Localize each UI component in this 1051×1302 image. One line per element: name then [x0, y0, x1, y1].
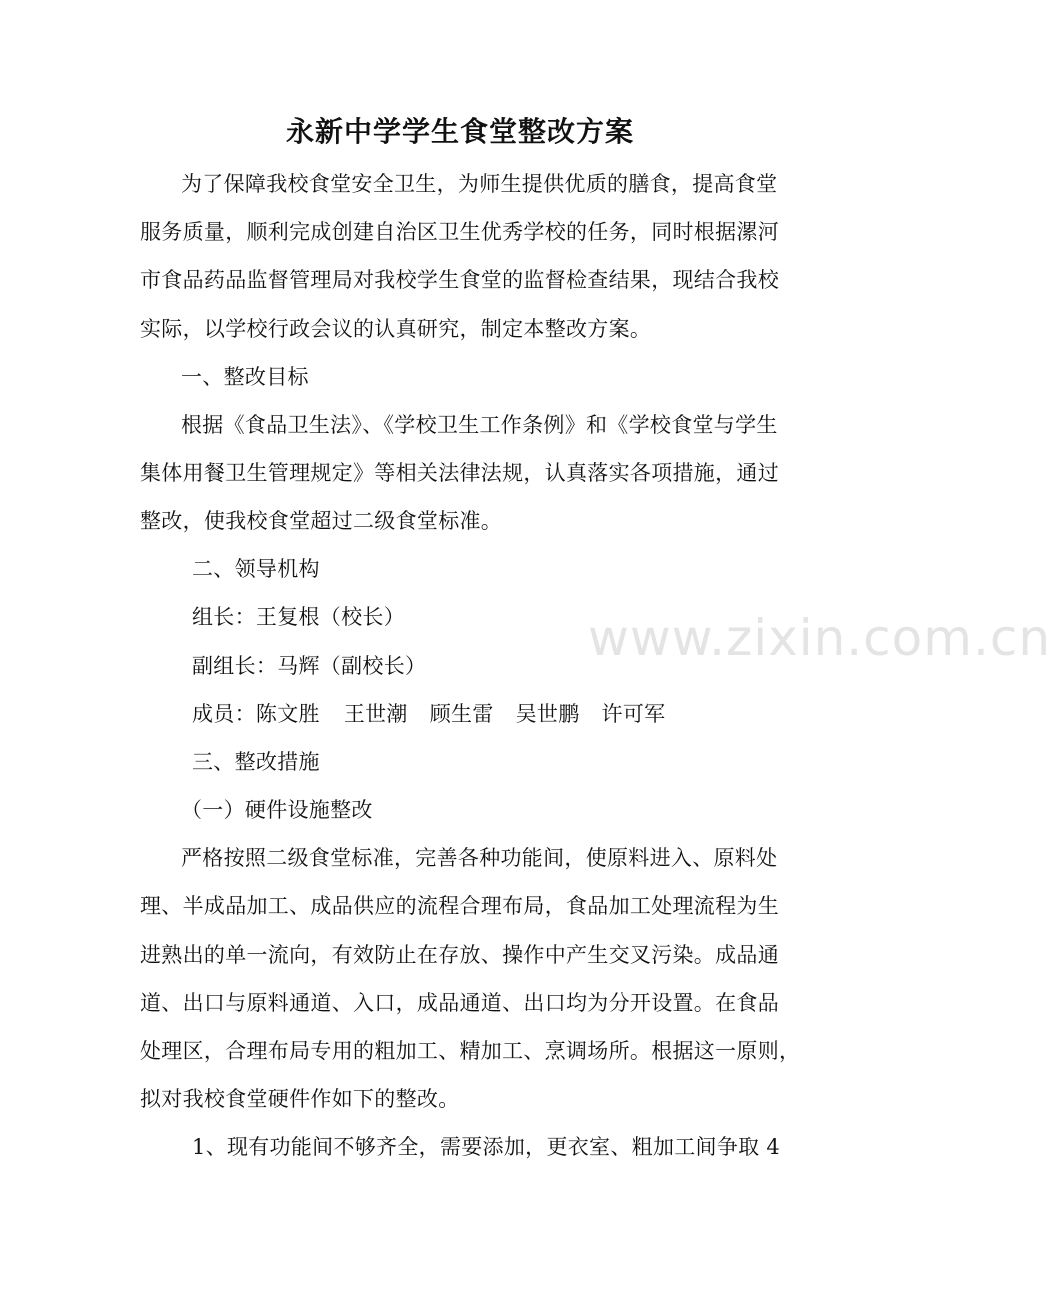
sub1-line-1: 严格按照二级食堂标准，完善各种功能间，使原料进入、原料处	[181, 846, 778, 870]
section1-heading: 一、整改目标	[181, 365, 309, 389]
leader-line: 组长：王复根（校长）	[192, 605, 405, 629]
section2-heading: 二、领导机构	[192, 557, 320, 581]
member-name: 吴世鹏	[515, 702, 580, 726]
sub1-line-2: 理、半成品加工、成品供应的流程合理布局，食品加工处理流程为生	[140, 894, 779, 918]
member-name: 顾生雷	[429, 702, 494, 726]
document-title: 永新中学学生食堂整改方案	[285, 115, 634, 148]
sub1-line-6: 拟对我校食堂硬件作如下的整改。	[140, 1087, 460, 1111]
sub1-line-3: 进熟出的单一流向，有效防止在存放、操作中产生交叉污染。成品通	[140, 943, 779, 967]
member-name: 许可军	[601, 702, 666, 726]
item1-line: 1、现有功能间不够齐全，需要添加，更衣室、粗加工间争取 4	[192, 1135, 781, 1159]
sub1-line-4: 道、出口与原料通道、入口，成品通道、出口均为分开设置。在食品	[140, 991, 779, 1015]
intro-line-3: 市食品药品监督管理局对我校学生食堂的监督检查结果，现结合我校	[140, 268, 779, 292]
sub1-heading: （一）硬件设施整改	[181, 798, 373, 822]
deputy-line: 副组长：马辉（副校长）	[192, 654, 427, 678]
members-label: 成员：陈文胜	[192, 702, 320, 726]
section3-heading: 三、整改措施	[192, 750, 320, 774]
member-name: 王世潮	[343, 702, 408, 726]
section1-line-1: 根据《食品卫生法》、《学校卫生工作条例》和《学校食堂与学生	[181, 413, 778, 437]
intro-line-2: 服务质量，顺利完成创建自治区卫生优秀学校的任务，同时根据漯河	[140, 220, 779, 244]
intro-line-1: 为了保障我校食堂安全卫生，为师生提供优质的膳食，提高食堂	[181, 172, 778, 196]
watermark: www.zixin.com.cn	[588, 609, 1051, 667]
intro-line-4: 实际，以学校行政会议的认真研究，制定本整改方案。	[140, 317, 652, 341]
section1-line-3: 整改，使我校食堂超过二级食堂标准。	[140, 509, 503, 533]
sub1-line-5: 处理区，合理布局专用的粗加工、精加工、烹调场所。根据这一原则，	[140, 1039, 801, 1063]
section1-line-2: 集体用餐卫生管理规定》等相关法律法规，认真落实各项措施，通过	[140, 461, 779, 485]
members-line	[192, 698, 687, 730]
